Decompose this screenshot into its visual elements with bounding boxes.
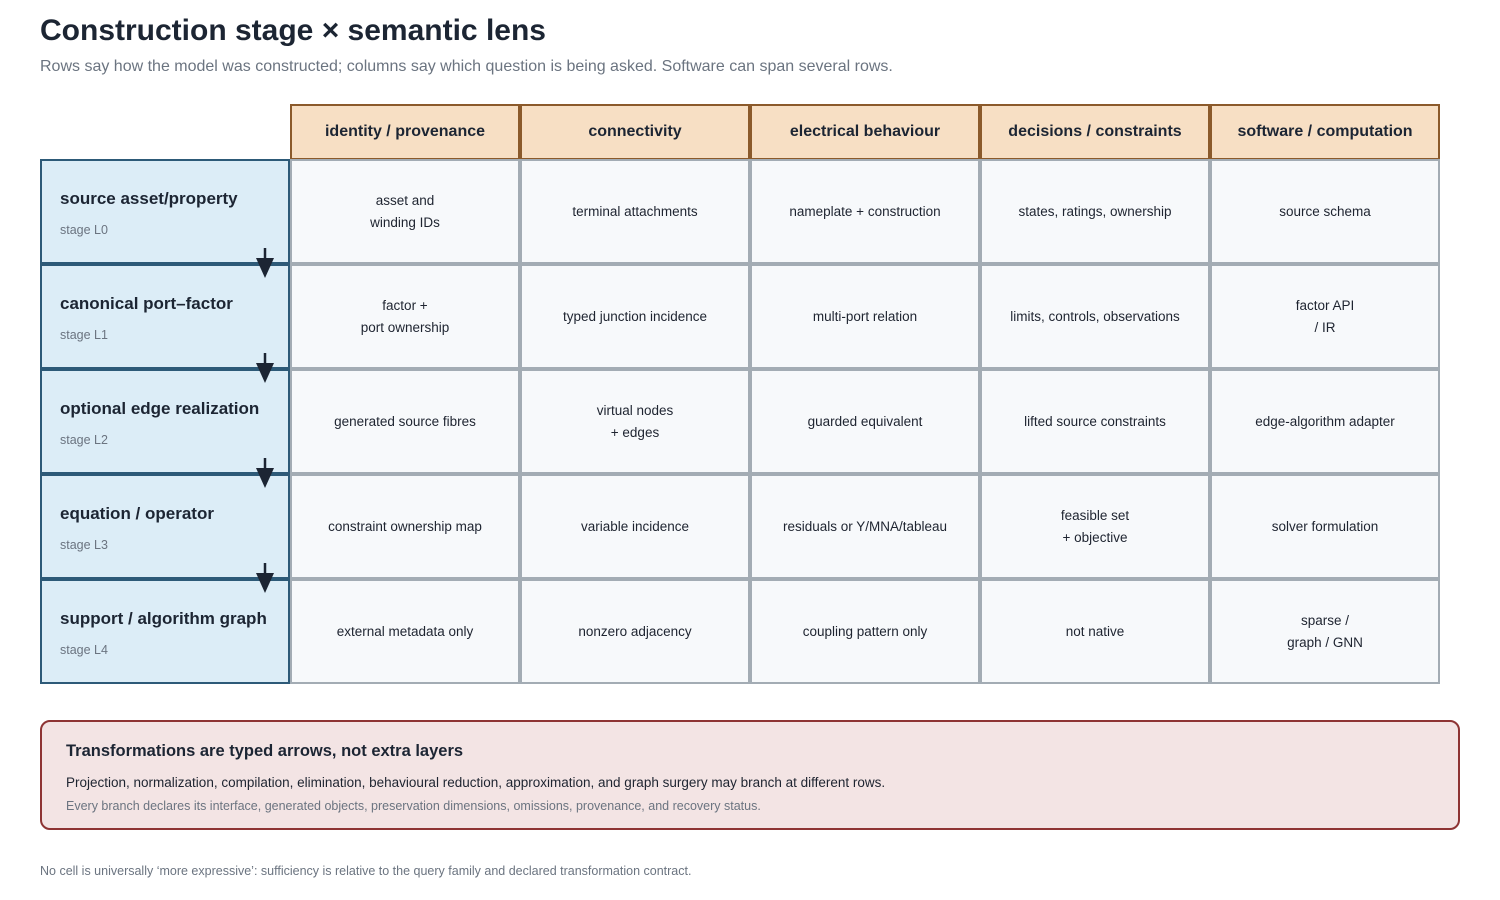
matrix-cell: sparse / graph / GNN — [1210, 579, 1440, 684]
matrix-cell: edge-algorithm adapter — [1210, 369, 1440, 474]
matrix-cell: guarded equivalent — [750, 369, 980, 474]
matrix-cell: factor API / IR — [1210, 264, 1440, 369]
matrix-cell: typed junction incidence — [520, 264, 750, 369]
matrix-cell: nameplate + construction — [750, 159, 980, 264]
column-header-software-computation: software / computation — [1210, 104, 1440, 160]
matrix-cell: nonzero adjacency — [520, 579, 750, 684]
column-header-connectivity: connectivity — [520, 104, 750, 160]
page-subtitle: Rows say how the model was constructed; columns say which question is being asked. Software can span several rows. — [40, 58, 893, 75]
matrix-cell: factor + port ownership — [290, 264, 520, 369]
arrow-down-icon — [255, 248, 275, 280]
note-text: Projection, normalization, compilation, elimination, behavioural reduction, approximation, and graph surgery may branch at different rows. — [66, 775, 886, 790]
column-header-decisions-constraints: decisions / constraints — [980, 104, 1210, 160]
arrow-down-icon — [255, 458, 275, 490]
column-header-electrical-behaviour: electrical behaviour — [750, 104, 980, 160]
matrix-cell: residuals or Y/MNA/tableau — [750, 474, 980, 579]
row-title: canonical port–factor — [60, 294, 233, 313]
row-stage-label: stage L0 — [60, 223, 108, 237]
note-title: Transformations are typed arrows, not extra layers — [66, 742, 464, 760]
matrix-cell: constraint ownership map — [290, 474, 520, 579]
matrix-cell: states, ratings, ownership — [980, 159, 1210, 264]
matrix-cell: multi-port relation — [750, 264, 980, 369]
column-header-identity-provenance: identity / provenance — [290, 104, 520, 160]
row-stage-label: stage L1 — [60, 328, 108, 342]
matrix-cell: variable incidence — [520, 474, 750, 579]
matrix-cell: virtual nodes + edges — [520, 369, 750, 474]
matrix-cell: feasible set + objective — [980, 474, 1210, 579]
matrix-cell: asset and winding IDs — [290, 159, 520, 264]
row-title: equation / operator — [60, 504, 214, 523]
arrow-down-icon — [255, 563, 275, 595]
matrix-cell: generated source fibres — [290, 369, 520, 474]
row-title: optional edge realization — [60, 399, 260, 418]
matrix-cell: solver formulation — [1210, 474, 1440, 579]
row-header-stage-l3 — [40, 474, 290, 579]
matrix-cell: coupling pattern only — [750, 579, 980, 684]
transformations-note — [40, 720, 1460, 830]
matrix-cell: source schema — [1210, 159, 1440, 264]
matrix-cell: not native — [980, 579, 1210, 684]
row-stage-label: stage L4 — [60, 643, 108, 657]
row-header-stage-l1 — [40, 264, 290, 369]
footer-note: No cell is universally ‘more expressive’: sufficiency is relative to the query family and declared transformation contract. — [40, 864, 692, 878]
matrix-cell: terminal attachments — [520, 159, 750, 264]
note-subtext: Every branch declares its interface, generated objects, preservation dimensions, omissions, provenance, and recovery status. — [66, 799, 761, 813]
matrix-cell: limits, controls, observations — [980, 264, 1210, 369]
row-title: support / algorithm graph — [60, 609, 267, 628]
page-title: Construction stage × semantic lens — [40, 14, 546, 47]
row-title: source asset/property — [60, 189, 238, 208]
row-stage-label: stage L2 — [60, 433, 108, 447]
row-header-stage-l2 — [40, 369, 290, 474]
row-header-stage-l4 — [40, 579, 290, 684]
matrix-cell: external metadata only — [290, 579, 520, 684]
matrix-cell: lifted source constraints — [980, 369, 1210, 474]
row-header-stage-l0 — [40, 159, 290, 264]
row-stage-label: stage L3 — [60, 538, 108, 552]
arrow-down-icon — [255, 353, 275, 385]
